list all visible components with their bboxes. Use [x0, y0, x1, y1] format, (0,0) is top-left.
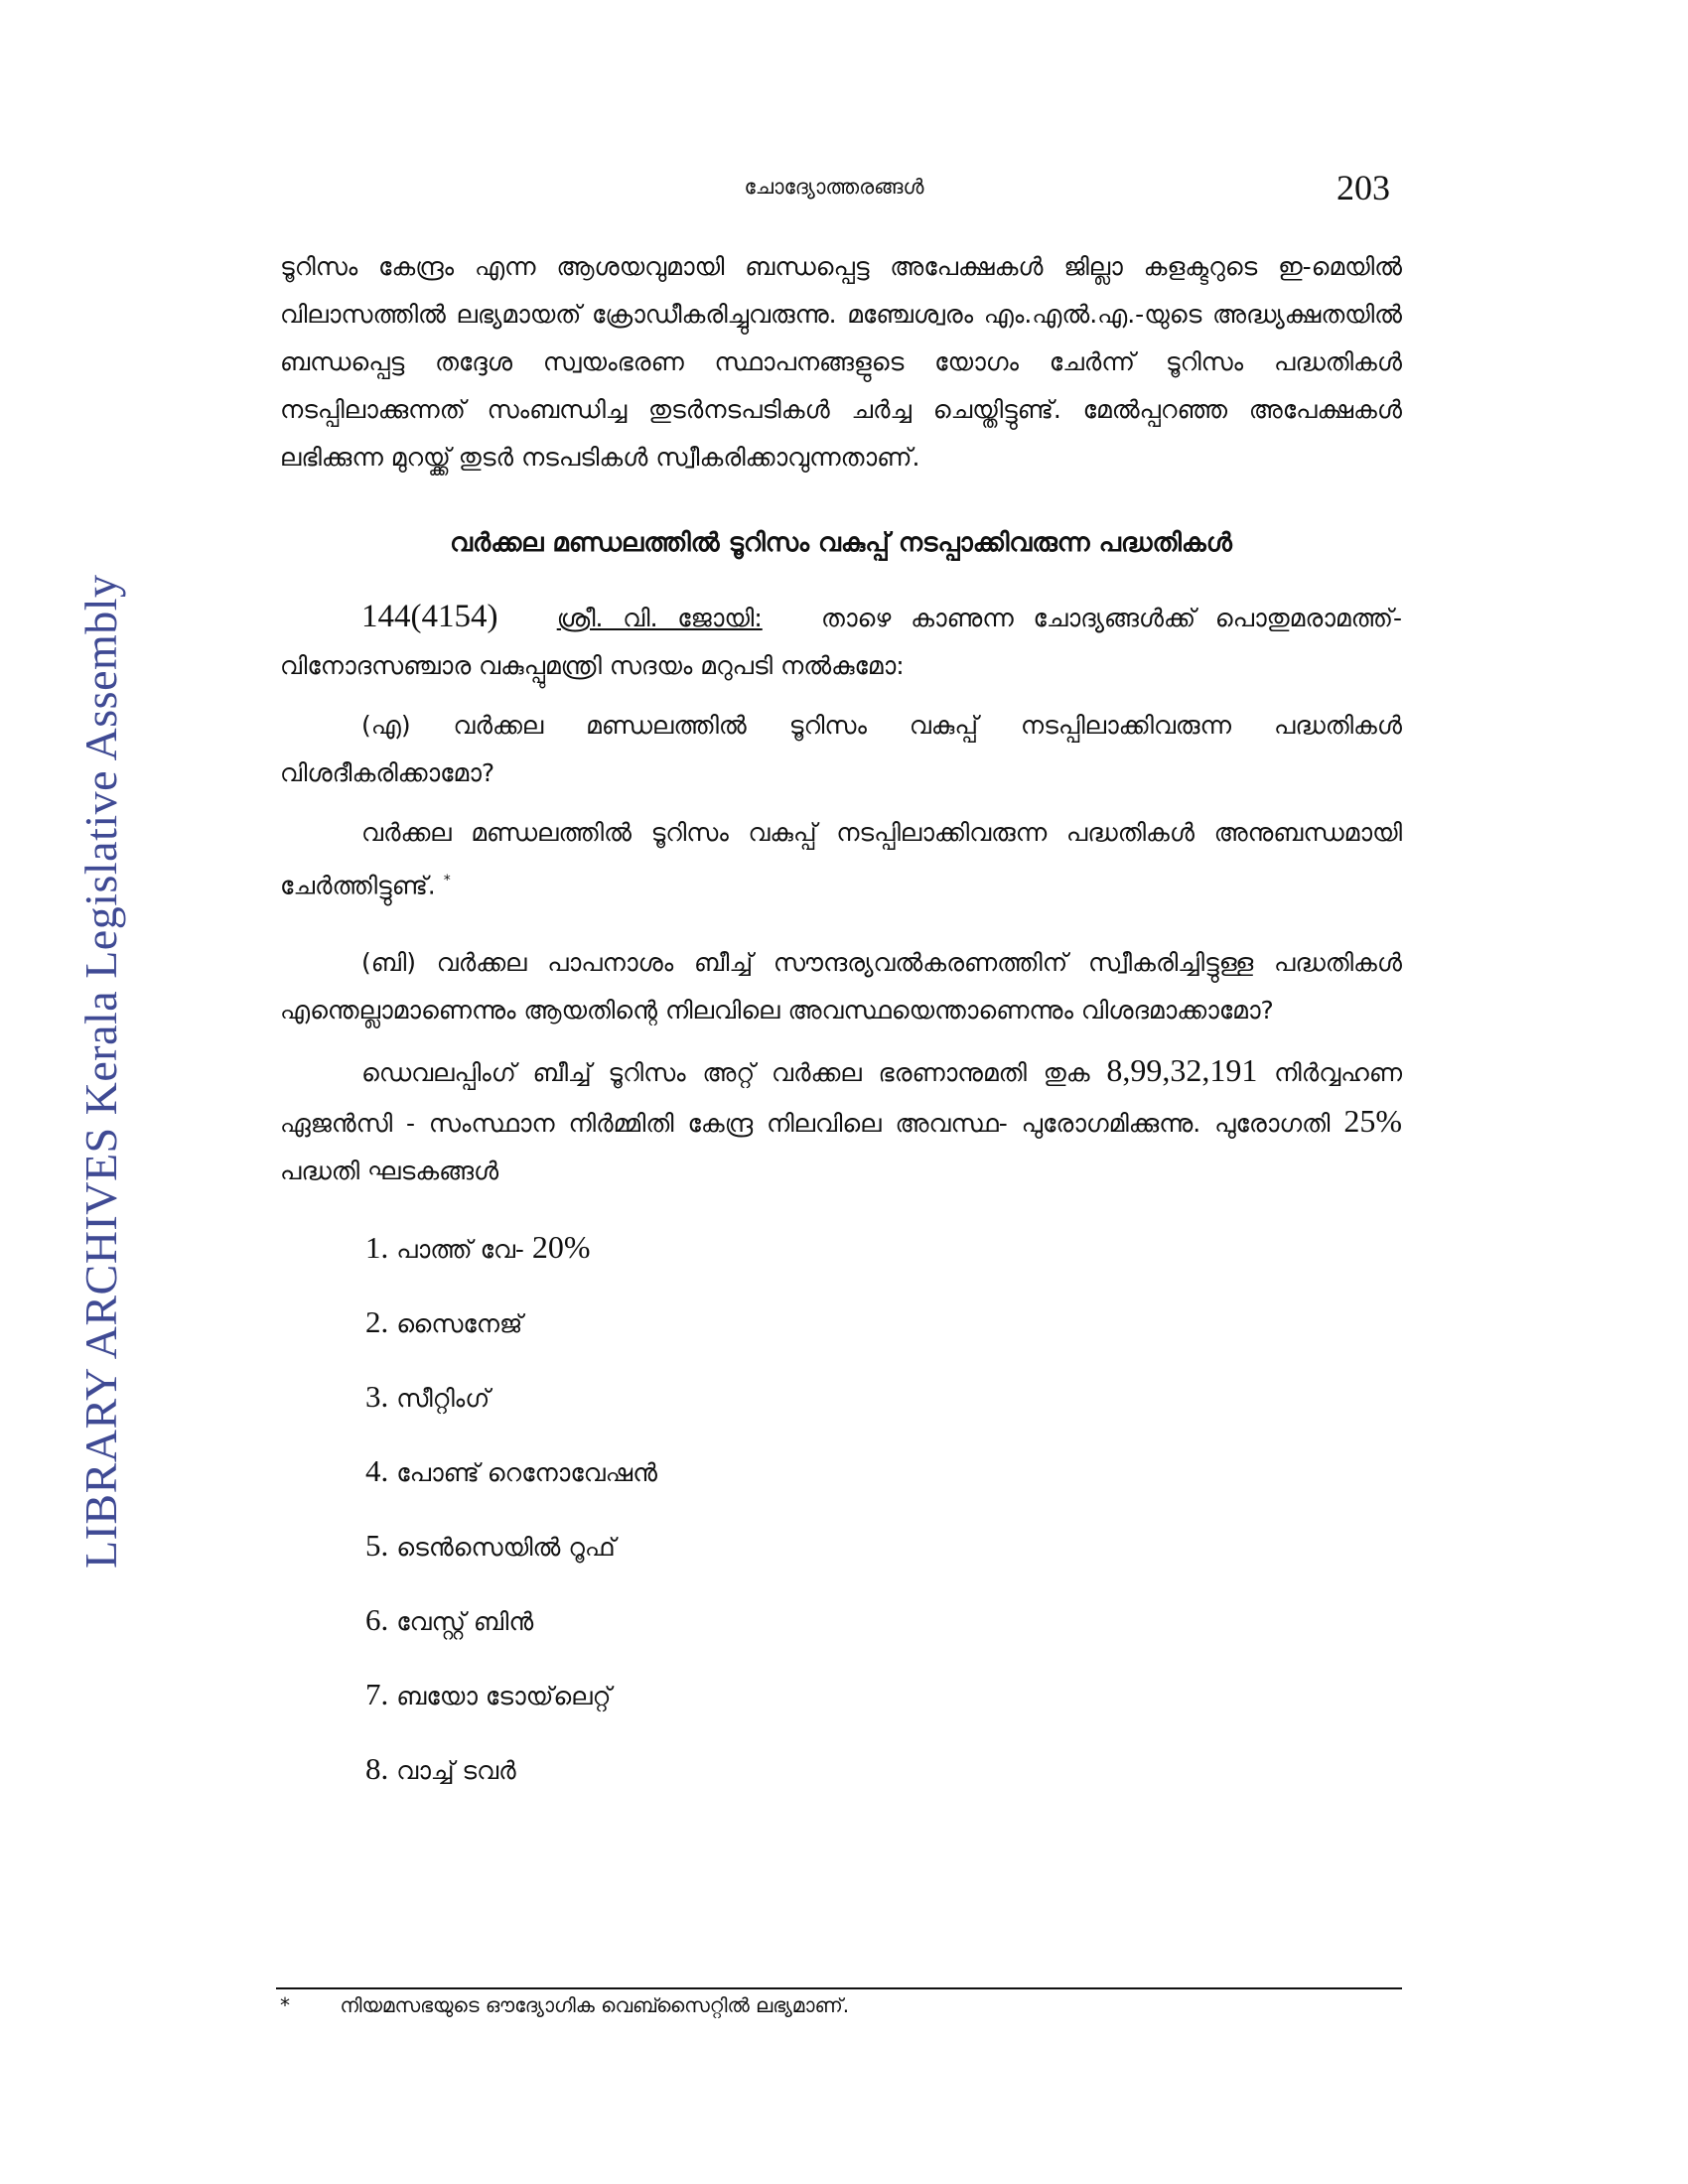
list-item-text: വേസ്റ്റ് ബിൻ: [396, 1607, 534, 1637]
list-item-text: ടെൻസെയിൽ റൂഫ്: [396, 1533, 616, 1563]
list-item-text: പോണ്ട് റെനോവേഷൻ: [396, 1458, 657, 1488]
answer-a: [280, 809, 1402, 909]
list-item-number: 3.: [365, 1379, 389, 1415]
list-item: [365, 1447, 1402, 1497]
list-item: [365, 1522, 1402, 1571]
running-title: ചോദ്യോത്തരങ്ങൾ: [744, 175, 924, 199]
list-item: [365, 1223, 1402, 1274]
archive-watermark: LIBRARY ARCHIVES Kerala Legislative Assembly: [75, 574, 126, 1569]
list-item: [365, 1596, 1402, 1646]
list-item: [365, 1298, 1402, 1348]
footnote-mark: *: [280, 1993, 290, 2017]
list-item-text: ബയോ ടോയ്‌ലെറ്റ്: [396, 1682, 612, 1711]
answer-b: [280, 1046, 1402, 1195]
project-components-list: [280, 1223, 1402, 1795]
list-item-number: 2.: [365, 1304, 389, 1340]
intro-paragraph: ടൂറിസം കേന്ദ്രം എന്ന ആശയവുമായി ബന്ധപ്പെട്ട അപേക്ഷകൾ ജില്ലാ കളക്ടറുടെ ഇ-മെയിൽ വിലാസത്തിൽ ലഭ്യമായത് ക്രോഡീകരിച്ചുവരുന്നു. മഞ്ചേശ്വരം എം.എൽ.എ.-യുടെ അദ്ധ്യക്ഷതയിൽ ബന്ധപ്പെട്ട തദ്ദേശ സ്വയംഭരണ സ്ഥാപനങ്ങളുടെ യോഗം ചേർന്ന് ടൂറിസം പദ്ധതികൾ നടപ്പിലാക്കുന്നത് സംബന്ധിച്ച തുടർനടപടികൾ ചർച്ച ചെയ്തിട്ടുണ്ട്. മേൽപ്പറഞ്ഞ അപേക്ഷകൾ ലഭിക്കുന്ന മുറയ്ക്ക് തുടർ നടപടികൾ സ്വീകരിക്കാവുന്നതാണ്.: [280, 252, 1402, 472]
footnote-text: നിയമസഭയുടെ ഔദ്യോഗിക വെബ്സൈറ്റിൽ ലഭ്യമാണ്.: [340, 1993, 850, 2017]
question-a: (എ) വർക്കല മണ്ഡലത്തിൽ ടൂറിസം വകുപ്പ് നടപ്പിലാക്കിവരുന്ന പദ്ധതികൾ വിശദീകരിക്കാമോ?: [280, 711, 1402, 787]
list-item-number: 5.: [365, 1528, 389, 1564]
section-heading: വർക്കല മണ്ഡലത്തിൽ ടൂറിസം വകുപ്പ് നടപ്പാക്കിവരുന്ന പദ്ധതികൾ: [450, 528, 1232, 558]
footnote: [280, 1993, 1402, 2017]
question-b: (ബി) വർക്കല പാപനാശം ബീച്ച് സൗന്ദര്യവൽകരണത്തിന് സ്വീകരിച്ചിട്ടുള്ള പദ്ധതികൾ എന്തെല്ലാമാണെന്നും ആയതിന്റെ നിലവിലെ അവസ്ഥയെന്താണെന്നും വിശദമാക്കാമോ?: [280, 948, 1402, 1025]
list-item-number: 1.: [365, 1230, 389, 1266]
footnote-divider: [276, 1987, 1402, 1989]
sanction-amount: 8,99,32,191: [1106, 1052, 1258, 1089]
question-text: താഴെ കാണുന്ന ചോദ്യങ്ങൾക്ക് പൊതുമരാമത്ത്-വിനോദസഞ്ചാര വകുപ്പുമന്ത്രി സദയം മറുപടി നൽകുമോ:: [280, 604, 1403, 680]
page-body: [280, 243, 1402, 1820]
list-item-number: 4.: [365, 1453, 389, 1489]
answer-b-part3: പദ്ധതി ഘടകങ്ങൾ: [280, 1157, 499, 1186]
list-item-text: സീറ്റിംഗ്: [396, 1384, 491, 1414]
list-item-number: 6.: [365, 1602, 389, 1638]
progress-value: 25%: [1343, 1103, 1402, 1140]
list-item-text: പാത്ത് വേ-: [396, 1235, 524, 1265]
list-item-number: 7.: [365, 1677, 389, 1712]
list-item: [365, 1373, 1402, 1423]
answer-b-part2: നിർവ്വഹണ ഏജൻസി - സംസ്ഥാന നിർമ്മിതി കേന്ദ്ര നിലവിലെ അവസ്ഥ- പുരോഗമിക്കുന്നു. പുരോഗതി: [280, 1058, 1402, 1139]
list-item-number: 8.: [365, 1751, 389, 1787]
question-intro: [280, 593, 1402, 690]
list-item: [365, 1745, 1402, 1795]
answer-a-text: വർക്കല മണ്ഡലത്തിൽ ടൂറിസം വകുപ്പ് നടപ്പിലാക്കിവരുന്ന പദ്ധതികൾ അനുബന്ധമായി ചേർത്തിട്ടുണ്ട്.: [280, 818, 1402, 900]
answer-a-footnote-mark: *: [443, 873, 451, 888]
list-item: [365, 1671, 1402, 1720]
question-number: 144(4154): [361, 599, 498, 634]
member-name: ശ്രീ. വി. ജോയി:: [556, 604, 763, 632]
page-number: 203: [1336, 168, 1390, 207]
list-item-text: സൈനേജ്: [396, 1309, 523, 1339]
list-item-extra: 20%: [531, 1229, 591, 1266]
running-header: [278, 167, 1390, 216]
list-item-text: വാച്ച് ടവർ: [396, 1756, 516, 1786]
answer-b-part1: ഡെവലപ്പിംഗ് ബീച്ച് ടൂറിസം അറ്റ് വർക്കല ഭരണാനുമതി തുക: [361, 1058, 1090, 1088]
